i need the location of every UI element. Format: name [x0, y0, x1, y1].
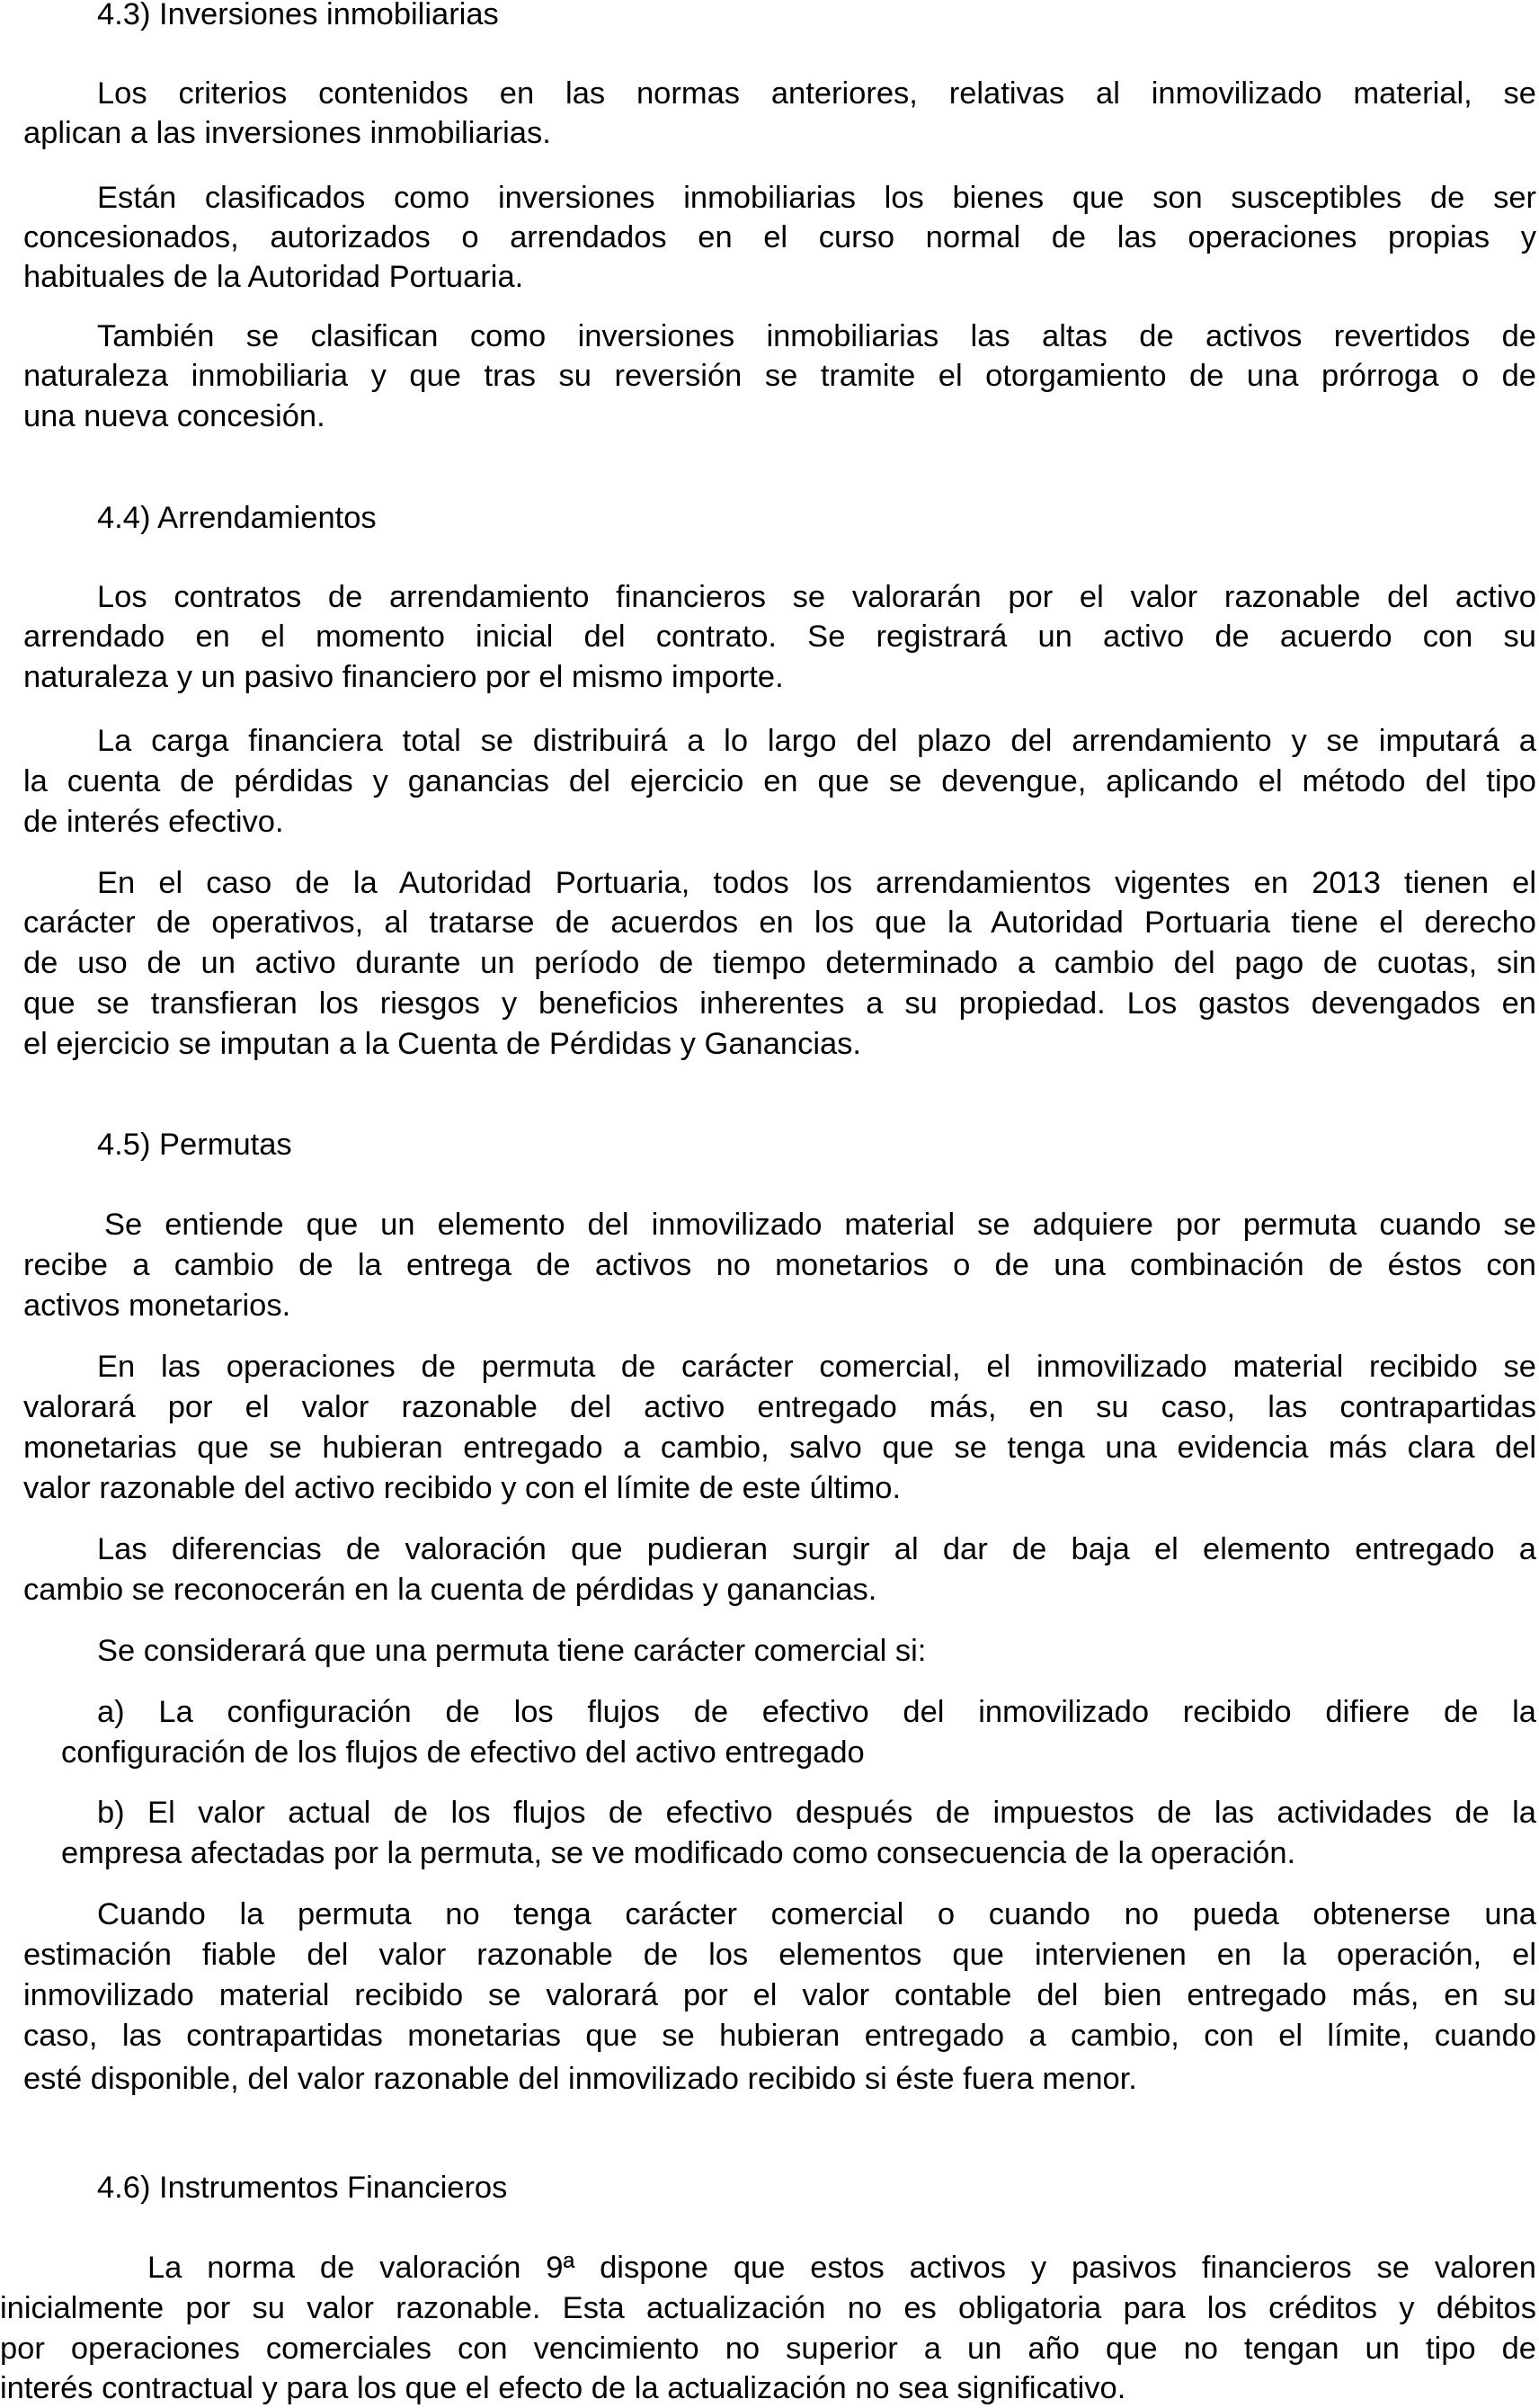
text-line: aplican a las inversiones inmobiliarias.: [23, 116, 551, 150]
text-line: Los contratos de arrendamiento financieros se valorarán por el valor razonable del activo: [97, 580, 1536, 614]
text-line: valorará por el valor razonable del activo entregado más, en su caso, las contrapartidas: [23, 1390, 1536, 1424]
heading-4-3: 4.3) Inversiones inmobiliarias: [97, 0, 499, 31]
text-line: de interés efectivo.: [23, 805, 284, 839]
text-line: estimación fiable del valor razonable de los elementos que intervienen en la operación, el: [23, 1938, 1536, 1972]
text-line: La carga financiera total se distribuirá a lo largo del plazo del arrendamiento y se imputará a: [97, 724, 1536, 758]
text-line: Las diferencias de valoración que pudieran surgir al dar de baja el elemento entregado a: [97, 1532, 1536, 1566]
text-line: naturaleza inmobiliaria y que tras su reversión se tramite el otorgamiento de una prórroga o de: [23, 359, 1536, 393]
text-line: esté disponible, del valor razonable del inmovilizado recibido si éste fuera menor.: [23, 2062, 1137, 2096]
text-line: habituales de la Autoridad Portuaria.: [23, 260, 524, 294]
text-line: naturaleza y un pasivo financiero por el mismo importe.: [23, 660, 784, 694]
text-line: Se entiende que un elemento del inmovilizado material se adquiere por permuta cuando se: [104, 1208, 1536, 1242]
text-line: arrendado en el momento inicial del contrato. Se registrará un activo de acuerdo con su: [23, 620, 1536, 654]
text-line: una nueva concesión.: [23, 399, 325, 433]
text-line: La norma de valoración 9ª dispone que estos activos y pasivos financieros se valoren: [147, 2251, 1536, 2285]
heading-4-6: 4.6) Instrumentos Financieros: [97, 2171, 508, 2205]
text-line: caso, las contrapartidas monetarias que se hubieran entregado a cambio, con el límite, cuando: [23, 2019, 1536, 2053]
heading-4-4: 4.4) Arrendamientos: [97, 501, 377, 535]
text-line: el ejercicio se imputan a la Cuenta de Pérdidas y Ganancias.: [23, 1027, 862, 1061]
text-line: carácter de operativos, al tratarse de acuerdos en los que la Autoridad Portuaria tiene el derecho: [23, 905, 1536, 940]
list-item-b-cont: empresa afectadas por la permuta, se ve modificado como consecuencia de la operación.: [61, 1836, 1296, 1870]
text-line: cambio se reconocerán en la cuenta de pérdidas y ganancias.: [23, 1573, 877, 1607]
text-line: También se clasifican como inversiones inmobiliarias las altas de activos revertidos de: [97, 319, 1536, 353]
text-line: de uso de un activo durante un período de tiempo determinado a cambio del pago de cuotas, sin: [23, 946, 1536, 980]
list-item-a: a) La configuración de los flujos de efectivo del inmovilizado recibido difiere de la: [97, 1695, 1536, 1729]
text-line: activos monetarios.: [23, 1289, 291, 1323]
text-line: Los criterios contenidos en las normas anteriores, relativas al inmovilizado material, se: [97, 76, 1536, 111]
text-line: concesionados, autorizados o arrendados en el curso normal de las operaciones propias y: [23, 220, 1536, 254]
text-line: valor razonable del activo recibido y con el límite de este último.: [23, 1471, 902, 1505]
text-line: Están clasificados como inversiones inmobiliarias los bienes que son susceptibles de ser: [97, 181, 1536, 215]
text-line: En las operaciones de permuta de carácter comercial, el inmovilizado material recibido se: [97, 1350, 1536, 1384]
text-line: inmovilizado material recibido se valorará por el valor contable del bien entregado más, en su: [23, 1978, 1536, 2012]
text-line: En el caso de la Autoridad Portuaria, todos los arrendamientos vigentes en 2013 tienen el: [97, 866, 1536, 900]
text-line: que se transfieran los riesgos y beneficios inherentes a su propiedad. Los gastos devengados en: [23, 986, 1536, 1021]
list-item-a-cont: configuración de los flujos de efectivo del activo entregado: [61, 1735, 865, 1770]
text-line: Se considerará que una permuta tiene carácter comercial si:: [97, 1634, 927, 1668]
text-line: la cuenta de pérdidas y ganancias del ejercicio en que se devengue, aplicando el método del tipo: [23, 764, 1536, 798]
list-item-b: b) El valor actual de los flujos de efectivo después de impuestos de las actividades de la: [97, 1796, 1536, 1830]
text-line: monetarias que se hubieran entregado a cambio, salvo que se tenga una evidencia más clara del: [23, 1431, 1536, 1465]
text-line: Cuando la permuta no tenga carácter comercial o cuando no pueda obtenerse una: [97, 1897, 1536, 1931]
text-line: inicialmente por su valor razonable. Esta actualización no es obligatoria para los créditos y débitos: [0, 2291, 1536, 2325]
text-line: por operaciones comerciales con vencimiento no superior a un año que no tengan un tipo de: [0, 2332, 1536, 2366]
heading-4-5: 4.5) Permutas: [97, 1128, 292, 1162]
text-line: interés contractual y para los que el efecto de la actualización no sea significativo.: [0, 2371, 1126, 2405]
text-line: recibe a cambio de la entrega de activos no monetarios o de una combinación de éstos con: [23, 1248, 1536, 1282]
